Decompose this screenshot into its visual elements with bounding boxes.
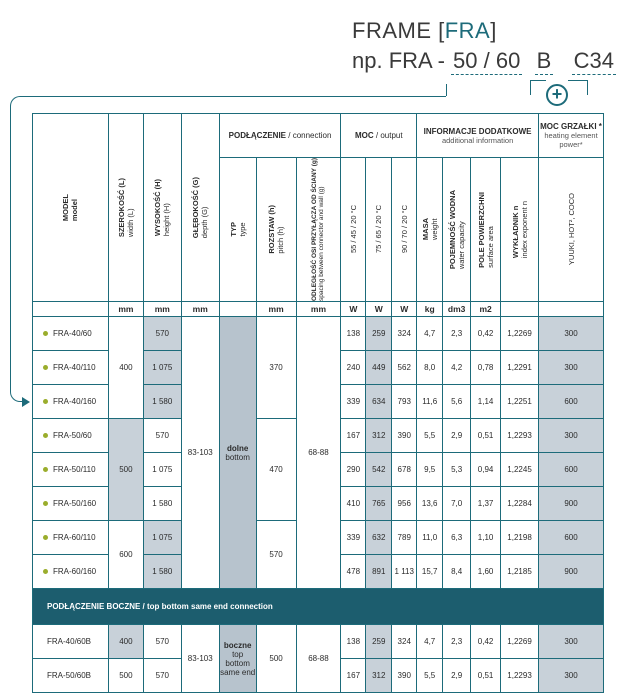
capacity-cell: 2,9 [443,419,471,453]
output-cell: 390 [392,419,417,453]
col-group-output: MOC / output [341,114,417,158]
exponent-cell: 1,2198 [501,521,539,555]
col-group-info: INFORMACJE DODATKOWE additional information [417,114,539,158]
plus-icon: + [546,84,568,106]
col-width: SZEROKOŚĆ (L) width (L) [108,114,143,302]
model-cell: FRA-40/110 [33,351,109,385]
mass-cell: 4,7 [417,625,443,659]
pitch-cell: 570 [256,521,296,589]
example-variant: B [536,48,552,73]
output-cell: 678 [392,453,417,487]
exponent-cell: 1,2293 [501,659,539,693]
width-cell: 600 [108,521,143,589]
col-heater-types: YUUKI, HOT², COCO [539,158,604,302]
type-cell: boczne top bottom same end [219,625,256,693]
unit: dm3 [443,302,471,317]
exponent-cell: 1,2269 [501,317,539,351]
heater-cell: 600 [539,453,604,487]
model-cell: FRA-40/60 [33,317,109,351]
frame-title [352,18,497,44]
type-cell: dolne bottom [219,317,256,589]
spacing-cell: 68-88 [296,317,341,589]
output-cell: 562 [392,351,417,385]
section-header-row [33,589,604,625]
plus-connector-left [530,80,546,95]
output-cell: 167 [341,419,366,453]
bullet-icon [43,331,48,336]
col-exponent: WYKŁADNIK n index exponent n [501,158,539,302]
example-prefix: np. FRA - [352,48,445,73]
mass-cell: 11,0 [417,521,443,555]
exponent-cell: 1,2269 [501,625,539,659]
heater-cell: 300 [539,317,604,351]
capacity-cell: 7,0 [443,487,471,521]
heater-cell: 300 [539,625,604,659]
depth-cell: 83-103 [181,625,219,693]
heater-cell: 600 [539,521,604,555]
surface-cell: 1,60 [471,555,501,589]
bullet-icon [43,569,48,574]
exponent-cell: 1,2185 [501,555,539,589]
output-cell: 634 [366,385,392,419]
col-output-55: 55 / 45 / 20 °C [341,158,366,302]
exponent-cell: 1,2245 [501,453,539,487]
capacity-cell: 6,3 [443,521,471,555]
mass-cell: 8,0 [417,351,443,385]
unit: mm [143,302,181,317]
exponent-cell: 1,2284 [501,487,539,521]
col-height: WYSOKOŚĆ (H) height (H) [143,114,181,302]
output-cell: 240 [341,351,366,385]
output-cell: 290 [341,453,366,487]
surface-cell: 0,42 [471,317,501,351]
bullet-icon [43,501,48,506]
mass-cell: 9,5 [417,453,443,487]
mass-cell: 4,7 [417,317,443,351]
unit: mm [181,302,219,317]
surface-cell: 0,94 [471,453,501,487]
bullet-icon [43,535,48,540]
height-cell: 570 [143,317,181,351]
output-cell: 138 [341,625,366,659]
col-type: TYP type [219,158,256,302]
surface-cell: 1,14 [471,385,501,419]
output-cell: 793 [392,385,417,419]
surface-cell: 1,37 [471,487,501,521]
output-cell: 259 [366,317,392,351]
col-mass: MASA weight [417,158,443,302]
output-cell: 339 [341,385,366,419]
bullet-icon [43,399,48,404]
surface-cell: 1,10 [471,521,501,555]
table-row [33,317,604,351]
col-capacity: POJEMNOŚĆ WODNA water capacity [443,158,471,302]
col-heater: MOC GRZAŁKI * heating element power* [539,114,604,158]
units-row [33,302,604,317]
surface-cell: 0,42 [471,625,501,659]
col-surface: POLE POWIERZCHNI surface area [471,158,501,302]
output-cell: 789 [392,521,417,555]
height-cell: 1 075 [143,453,181,487]
example-size: 50 / 60 [453,48,521,73]
output-cell: 765 [366,487,392,521]
col-output-90: 90 / 70 / 20 °C [392,158,417,302]
pitch-cell: 500 [256,625,296,693]
pitch-cell: 470 [256,419,296,521]
heater-cell: 300 [539,351,604,385]
height-cell: 1 580 [143,487,181,521]
table-row [33,625,604,659]
frame-code: FRA [444,18,491,43]
output-cell: 478 [341,555,366,589]
height-cell: 1 580 [143,385,181,419]
width-cell: 500 [108,659,143,693]
output-cell: 259 [366,625,392,659]
width-cell: 400 [108,625,143,659]
col-group-connection: PODŁĄCZENIE / connection [219,114,341,158]
output-cell: 1 113 [392,555,417,589]
surface-cell: 0,78 [471,351,501,385]
mass-cell: 15,7 [417,555,443,589]
output-cell: 324 [392,317,417,351]
model-cell: FRA-60/110 [33,521,109,555]
mass-cell: 5,5 [417,659,443,693]
height-cell: 1 580 [143,555,181,589]
width-cell: 500 [108,419,143,521]
col-pitch: ROZSTAW (h) pitch (h) [256,158,296,302]
frame-title-suffix: ] [490,18,497,43]
section-title: PODŁĄCZENIE BOCZNE / top bottom same end connection [33,589,604,625]
output-cell: 312 [366,659,392,693]
model-cell: FRA-50/160 [33,487,109,521]
unit: W [392,302,417,317]
spec-table [32,113,604,693]
model-cell: FRA-50/110 [33,453,109,487]
capacity-cell: 8,4 [443,555,471,589]
exponent-cell: 1,2293 [501,419,539,453]
col-spacing: ODLEGŁOŚĆ OSI PRZYŁĄCZA OD ŚCIANY (g) spacing between connector and wall (g) [296,158,341,302]
heater-cell: 300 [539,659,604,693]
col-output-75: 75 / 65 / 20 °C [366,158,392,302]
height-cell: 1 075 [143,521,181,555]
unit: mm [296,302,341,317]
height-cell: 570 [143,419,181,453]
output-cell: 542 [366,453,392,487]
frame-title-prefix: FRAME [ [352,18,445,43]
arrow-connector-top [22,96,446,97]
capacity-cell: 5,6 [443,385,471,419]
model-cell: FRA-50/60B [33,659,109,693]
col-model: MODEL model [33,114,109,302]
heater-cell: 900 [539,487,604,521]
pitch-cell: 370 [256,317,296,419]
unit: kg [417,302,443,317]
arrow-connector-side [10,96,24,402]
output-cell: 324 [392,625,417,659]
bullet-icon [43,433,48,438]
mass-cell: 11,6 [417,385,443,419]
capacity-cell: 5,3 [443,453,471,487]
surface-cell: 0,51 [471,659,501,693]
heater-cell: 600 [539,385,604,419]
output-cell: 632 [366,521,392,555]
output-cell: 891 [366,555,392,589]
arrow-head-icon [22,397,30,407]
spec-table-body [33,317,604,693]
bullet-icon [43,365,48,370]
model-cell: FRA-40/60B [33,625,109,659]
unit: W [366,302,392,317]
heater-cell: 300 [539,419,604,453]
output-cell: 449 [366,351,392,385]
output-cell: 956 [392,487,417,521]
spacing-cell: 68-88 [296,625,341,693]
unit: mm [256,302,296,317]
heater-cell: 900 [539,555,604,589]
mass-cell: 13,6 [417,487,443,521]
capacity-cell: 2,3 [443,317,471,351]
bullet-icon [43,467,48,472]
capacity-cell: 2,9 [443,659,471,693]
width-cell: 400 [108,317,143,419]
col-depth: GŁĘBOKOŚĆ (G) depth (G) [181,114,219,302]
output-cell: 312 [366,419,392,453]
unit: mm [108,302,143,317]
capacity-cell: 4,2 [443,351,471,385]
height-cell: 570 [143,659,181,693]
unit: W [341,302,366,317]
output-cell: 390 [392,659,417,693]
unit: m2 [471,302,501,317]
depth-cell: 83-103 [181,317,219,589]
model-cell: FRA-40/160 [33,385,109,419]
order-example [352,48,616,75]
output-cell: 410 [341,487,366,521]
output-cell: 138 [341,317,366,351]
capacity-cell: 2,3 [443,625,471,659]
height-cell: 1 075 [143,351,181,385]
plus-connector-right [568,80,588,95]
arrow-connector-up [446,84,447,96]
output-cell: 167 [341,659,366,693]
height-cell: 570 [143,625,181,659]
model-cell: FRA-60/160 [33,555,109,589]
exponent-cell: 1,2251 [501,385,539,419]
example-option: C34 [573,48,614,73]
model-cell: FRA-50/60 [33,419,109,453]
mass-cell: 5,5 [417,419,443,453]
output-cell: 339 [341,521,366,555]
surface-cell: 0,51 [471,419,501,453]
exponent-cell: 1,2291 [501,351,539,385]
